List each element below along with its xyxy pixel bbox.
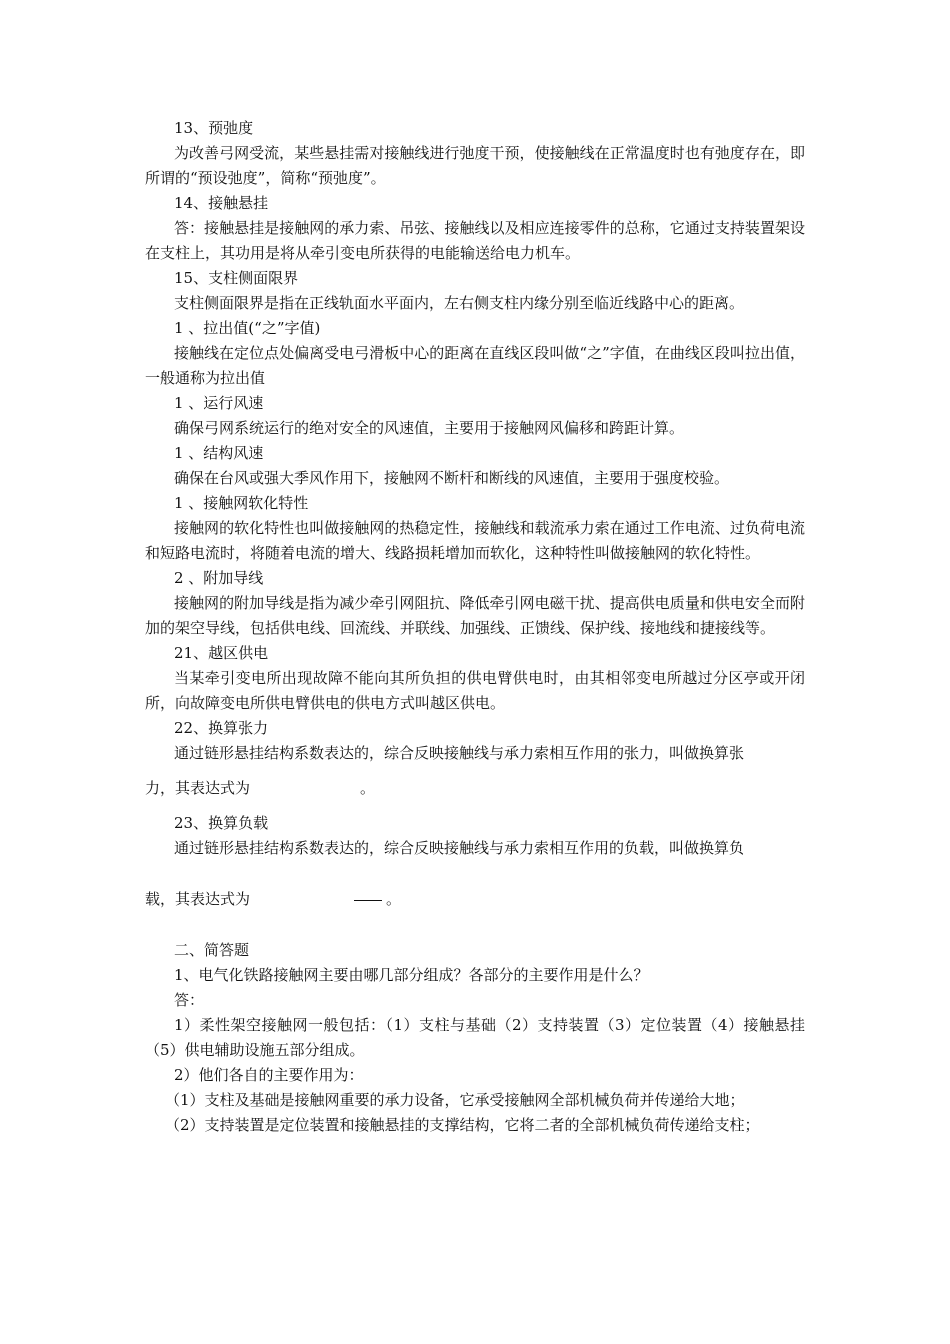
answer-1: 1）柔性架空接触网一般包括：（1）支柱与基础（2）支持装置（3）定位装置（4）接触悬挂（5）供电辅助设施五部分组成。 [145, 1016, 805, 1059]
answer-2-1: （1）支柱及基础是接触网重要的承力设备，它承受接触网全部机械负荷并传递给大地； [165, 1091, 745, 1109]
para-22: 通过链形悬挂结构系数表达的，综合反映接触线与承力索相互作用的张力，叫做换算张 [174, 744, 745, 762]
load-formula-end: 。 [386, 890, 402, 908]
heading-21: 21、越区供电 [174, 644, 269, 662]
para-additional-wire: 接触网的附加导线是指为减少牵引网阻抗、降低牵引网电磁干扰、提高供电质量和供电安全而附加的架空导线，包括供电线、回流线、并联线、加强线、正馈线、保护线、接地线和捷接线等。 [145, 594, 805, 637]
heading-additional-wire: 2 、附加导线 [174, 569, 264, 587]
heading-22: 22、换算张力 [174, 719, 269, 737]
heading-stagger: 1 、拉出值(“之”字值) [174, 319, 321, 337]
para-14: 答：接触悬挂是接触网的承力索、吊弦、接触线以及相应连接零件的总称，它通过支持装置架设在支柱上，其功用是将从牵引变电所获得的电能输送给电力机车。 [145, 219, 805, 262]
para-13: 为改善弓网受流，某些悬挂需对接触线进行弛度干预，使接触线在正常温度时也有弛度存在，即所谓的“预设弛度”，简称“预弛度”。 [145, 144, 805, 187]
para-23: 通过链形悬挂结构系数表达的，综合反映接触线与承力索相互作用的负载，叫做换算负 [174, 839, 745, 857]
para-21: 当某牵引变电所出现故障不能向其所负担的供电臂供电时，由其相邻变电所越过分区亭或开闭所，向故障变电所供电臂供电的供电方式叫越区供电。 [145, 669, 805, 712]
heading-structural-wind: 1 、结构风速 [174, 444, 264, 462]
heading-14: 14、接触悬挂 [174, 194, 269, 212]
para-15: 支柱侧面限界是指在正线轨面水平面内，左右侧支柱内缘分别至临近线路中心的距离。 [174, 294, 745, 312]
answer-2: 2）他们各自的主要作用为： [174, 1066, 364, 1084]
heading-15: 15、支柱侧面限界 [174, 269, 299, 287]
load-formula-text: 载，其表达式为 [145, 890, 251, 908]
para-structural-wind: 确保在台风或强大季风作用下，接触网不断杆和断线的风速值，主要用于强度校验。 [174, 469, 730, 487]
tension-formula-line [145, 776, 805, 801]
para-softening: 接触网的软化特性也叫做接触网的热稳定性，接触线和载流承力索在通过工作电流、过负荷电流和短路电流时，将随着电流的增大、线路损耗增加而软化，这种特性叫做接触网的软化特性。 [145, 519, 805, 562]
heading-13: 13、预弛度 [174, 119, 254, 137]
heading-23: 23、换算负载 [174, 814, 269, 832]
tension-formula-text: 力，其表达式为 [145, 779, 251, 797]
section-2-title: 二、简答题 [174, 941, 250, 959]
para-stagger: 接触线在定位点处偏离受电弓滑板中心的距离在直线区段叫做“之”字值，在曲线区段叫拉出值，一般通称为拉出值 [145, 344, 805, 387]
heading-operating-wind: 1 、运行风速 [174, 394, 264, 412]
answer-label: 答： [174, 991, 205, 1009]
heading-softening: 1 、接触网软化特性 [174, 494, 309, 512]
load-formula-line [145, 887, 805, 912]
question-1: 1、电气化铁路接触网主要由哪几部分组成？各部分的主要作用是什么？ [174, 966, 649, 984]
para-operating-wind: 确保弓网系统运行的绝对安全的风速值，主要用于接触网风偏移和跨距计算。 [174, 419, 685, 437]
answer-2-2: （2）支持装置是定位装置和接触悬挂的支撑结构，它将二者的全部机械负荷传递给支柱； [165, 1116, 760, 1134]
tension-formula-end: 。 [360, 779, 376, 797]
document-body [145, 116, 805, 1138]
fraction-bar [354, 900, 382, 901]
